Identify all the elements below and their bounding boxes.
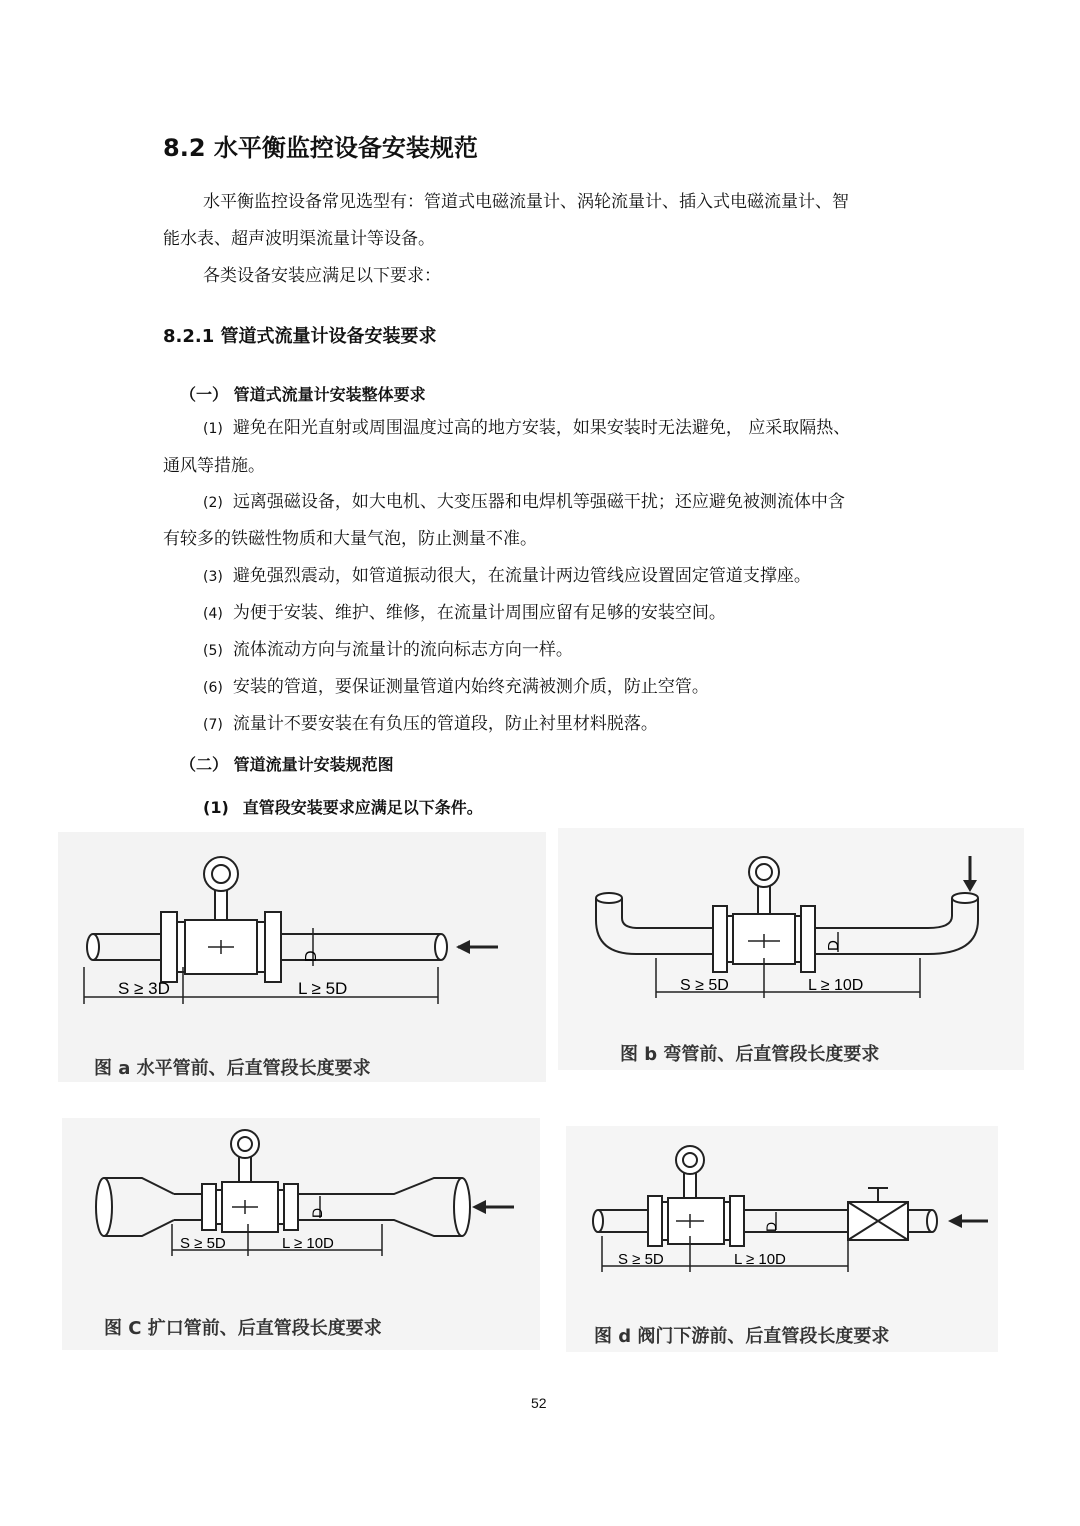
item-text: 远离强磁设备，如大电机、大变压器和电焊机等强磁干扰；还应避免被测流体中含 xyxy=(232,492,845,512)
list-item xyxy=(203,709,658,734)
figure-a-diagram xyxy=(58,832,546,1082)
d-label: D xyxy=(763,1221,779,1232)
d-label: D xyxy=(825,940,842,951)
item-text: 流量计不要安装在有负压的管道段，防止衬里材料脱落。 xyxy=(232,714,658,734)
figure-a xyxy=(58,832,546,1082)
figure-caption: 图 b 弯管前、后直管段长度要求 xyxy=(620,1044,880,1065)
figure-d-diagram xyxy=(566,1126,998,1352)
d-label: D xyxy=(309,1207,325,1218)
list-item xyxy=(203,635,573,660)
figure-d xyxy=(566,1126,998,1352)
item-continuation: 通风等措施。 xyxy=(163,456,265,476)
item-text: 安装的管道，要保证测量管道内始终充满被测介质，防止空管。 xyxy=(232,677,709,697)
item-number: (3) xyxy=(203,569,223,585)
list-item xyxy=(203,598,726,623)
item-text: 避免在阳光直射或周围温度过高的地方安装，如果安装时无法避免， 应采取隔热、 xyxy=(232,418,851,438)
item-continuation: 有较多的铁磁性物质和大量气泡，防止测量不准。 xyxy=(163,529,537,549)
l-label: L ≥ 5D xyxy=(298,979,348,998)
figure-caption: 图 C 扩口管前、后直管段长度要求 xyxy=(104,1318,382,1339)
list-item xyxy=(203,487,845,512)
item-text: 直管段安装要求应满足以下条件。 xyxy=(242,798,483,817)
item-number: (5) xyxy=(203,643,223,659)
figure-c xyxy=(62,1118,540,1350)
section-title: 8.2 水平衡监控设备安装规范 xyxy=(163,134,478,162)
s-label: S ≥ 3D xyxy=(118,979,170,998)
item-number: (1) xyxy=(203,421,223,437)
intro-line-2: 能水表、超声波明渠流量计等设备。 xyxy=(163,229,435,249)
l-label: L ≥ 10D xyxy=(282,1235,334,1252)
item-number: (6) xyxy=(203,680,223,696)
d-label: D xyxy=(303,950,320,962)
item-text: 避免强烈震动，如管道振动很大，在流量计两边管线应设置固定管道支撑座。 xyxy=(232,566,811,586)
item-number: (2) xyxy=(203,495,223,511)
intro-line-3: 各类设备安装应满足以下要求： xyxy=(203,266,441,286)
part1-title: （一） 管道式流量计安装整体要求 xyxy=(180,385,426,404)
item-text: 流体流动方向与流量计的流向标志方向一样。 xyxy=(232,640,573,660)
list-item xyxy=(203,561,811,586)
s-label: S ≥ 5D xyxy=(618,1251,664,1268)
item-text: 为便于安装、维护、维修，在流量计周围应留有足够的安装空间。 xyxy=(232,603,726,623)
item-number: (4) xyxy=(203,606,223,622)
intro-line-1: 水平衡监控设备常见选型有：管道式电磁流量计、涡轮流量计、插入式电磁流量计、智 xyxy=(203,192,849,212)
part2-subitem xyxy=(203,795,483,818)
s-label: S ≥ 5D xyxy=(180,1235,226,1252)
figure-caption: 图 d 阀门下游前、后直管段长度要求 xyxy=(594,1326,890,1347)
part2-title: （二） 管道流量计安装规范图 xyxy=(180,755,394,774)
subsection-title: 8.2.1 管道式流量计设备安装要求 xyxy=(163,326,437,347)
item-number: (1) xyxy=(203,798,229,817)
figure-b xyxy=(558,828,1024,1070)
item-number: (7) xyxy=(203,717,223,733)
list-item xyxy=(203,672,709,697)
l-label: L ≥ 10D xyxy=(808,977,864,994)
figure-caption: 图 a 水平管前、后直管段长度要求 xyxy=(94,1058,371,1079)
l-label: L ≥ 10D xyxy=(734,1251,786,1268)
list-item xyxy=(203,413,850,438)
s-label: S ≥ 5D xyxy=(680,977,729,994)
figure-b-diagram xyxy=(558,828,1024,1070)
page-number: 52 xyxy=(531,1395,547,1411)
